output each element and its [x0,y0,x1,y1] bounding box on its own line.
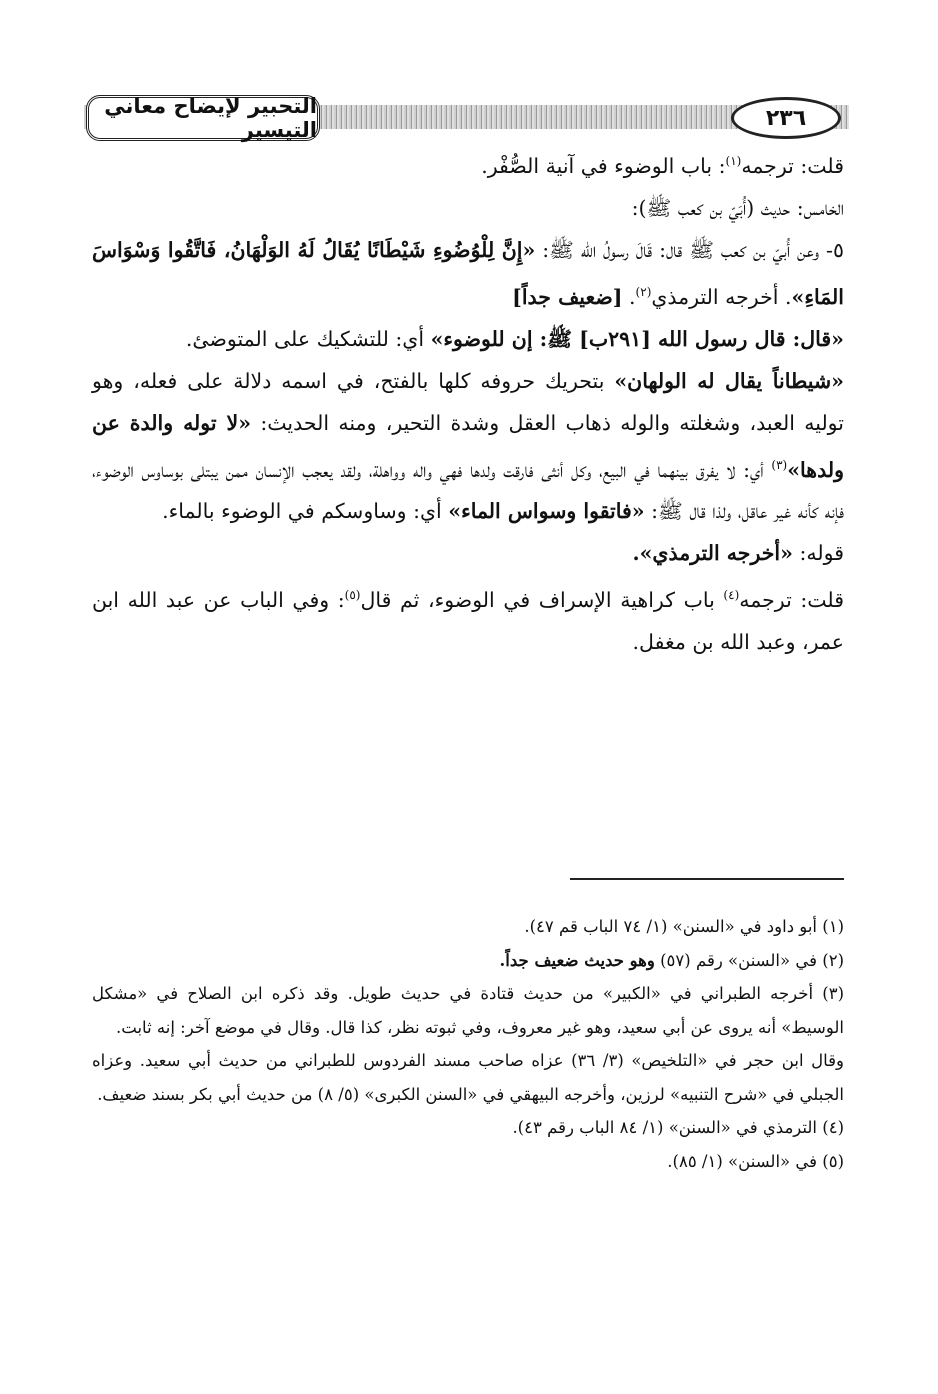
footnote: (٣) أخرجه الطبراني في «الكبير» من حديث قتادة في حديث طويل. وقد ذكره ابن الصلاح في «مشكل الوسيط» أنه يروى عن أبي سعيد، وهو غير معروف، وفي ثبوته نظر، كذا قال. وقال في موضع آخر: إنه ثابت. [92,984,844,1037]
footnote: (١) أبو داود في «السنن» (١/ ٧٤ الباب قم ٤٧). [524,917,844,936]
hadith-text: «إِنَّ لِلْوُضُوءِ شَيْطَانًا يُقَالُ لَهُ الوَلْهَانُ، فَاتَّقُوا وَسْوَاسَ المَاءِ» [92,237,844,309]
paragraph: «قال: قال رسول الله [٢٩١ب] ﷺ: إن للوضوء» أي: للتشكيك على المتوضئ. [185,326,844,351]
footnote-ref: (٢) [635,284,652,299]
main-text [92,140,844,663]
book-title: التحبير لإيضاح معاني التيسير [86,95,320,141]
page-number: ٢٣٦ [731,97,841,139]
hadith-paragraph: ٥- وعن أُبيّ بن كعب ﷺ قال: قَالَ رسولُ الله ﷺ: «إِنَّ لِلْوُضُوءِ شَيْطَانًا يُقَالُ لَهُ الوَلْهَانُ، فَاتَّقُوا وَسْوَاسَ المَاءِ». أخرجه الترمذي$^{(٢)}$. [ضعيف جداً] [92,237,844,309]
paragraph: «شيطاناً يقال له الولهان» بتحريك حروفه كلها بالفتح، في اسمه دلالة على فعله، وهو توليه العبد، وشغلته والوله ذهاب العقل وشدة التحير، ومنه الحديث: «لا توله والدة عن ولدها»$^{(٣)}$ أي: لا يفرق بينهما في البيع، وكل أنثى فارقت ولدها فهي واله وواهلة، ولقد يعجب الإنسان ممن يبتلى بوساوس الوضوء، فإنه كأنه غير عاقل، ولذا قال ﷺ: «فاتقوا وسواس الماء» أي: وساوسكم في الوضوء بالماء. [92,368,844,524]
running-header [84,94,849,142]
footnote: (٢) في «السنن» رقم (٥٧) وهو حديث ضعيف جداً. [499,950,844,970]
paragraph: قوله: «أخرجه الترمذي». [632,541,844,566]
footnote-ref: (١) [725,154,742,168]
footnote-ref: (٤) [723,588,740,603]
paragraph: قلت: ترجمه$^{(٤)}$ باب كراهية الإسراف في الوضوء، ثم قال$^{(٥)}$: وفي الباب عن عبد الله ابن عمر، وعبد الله بن مغفل. [92,588,844,655]
paragraph: قلت: ترجمه$^{(١)}$: باب الوضوء في آنية الصُّفْر. [481,153,844,178]
footnote-ref: (٥) [344,588,361,603]
grading: [ضعيف جداً] [512,284,623,309]
footnote: (٤) الترمذي في «السنن» (١/ ٨٤ الباب رقم ٤٣). [512,1118,844,1137]
footnote-ref: (٣) [771,457,788,472]
paragraph: الخامس: حديث (أُبَيّ بن كعب ﷺ): [631,195,844,220]
footnote: وقال ابن حجر في «التلخيص» (٣/ ٣٦) عزاه صاحب مسند الفردوس للطبراني من حديث أبي سعيد. وعزاه الجبلي في «شرح التنبيه» لرزين، وأخرجه البيهقي في «السنن الكبرى» (٥/ ٨) من حديث أبي بكر بسند ضعيف. [92,1051,845,1104]
footnotes [92,910,844,1178]
footnote: (٥) في «السنن» (١/ ٨٥). [667,1151,844,1171]
footnote-separator [570,878,844,880]
